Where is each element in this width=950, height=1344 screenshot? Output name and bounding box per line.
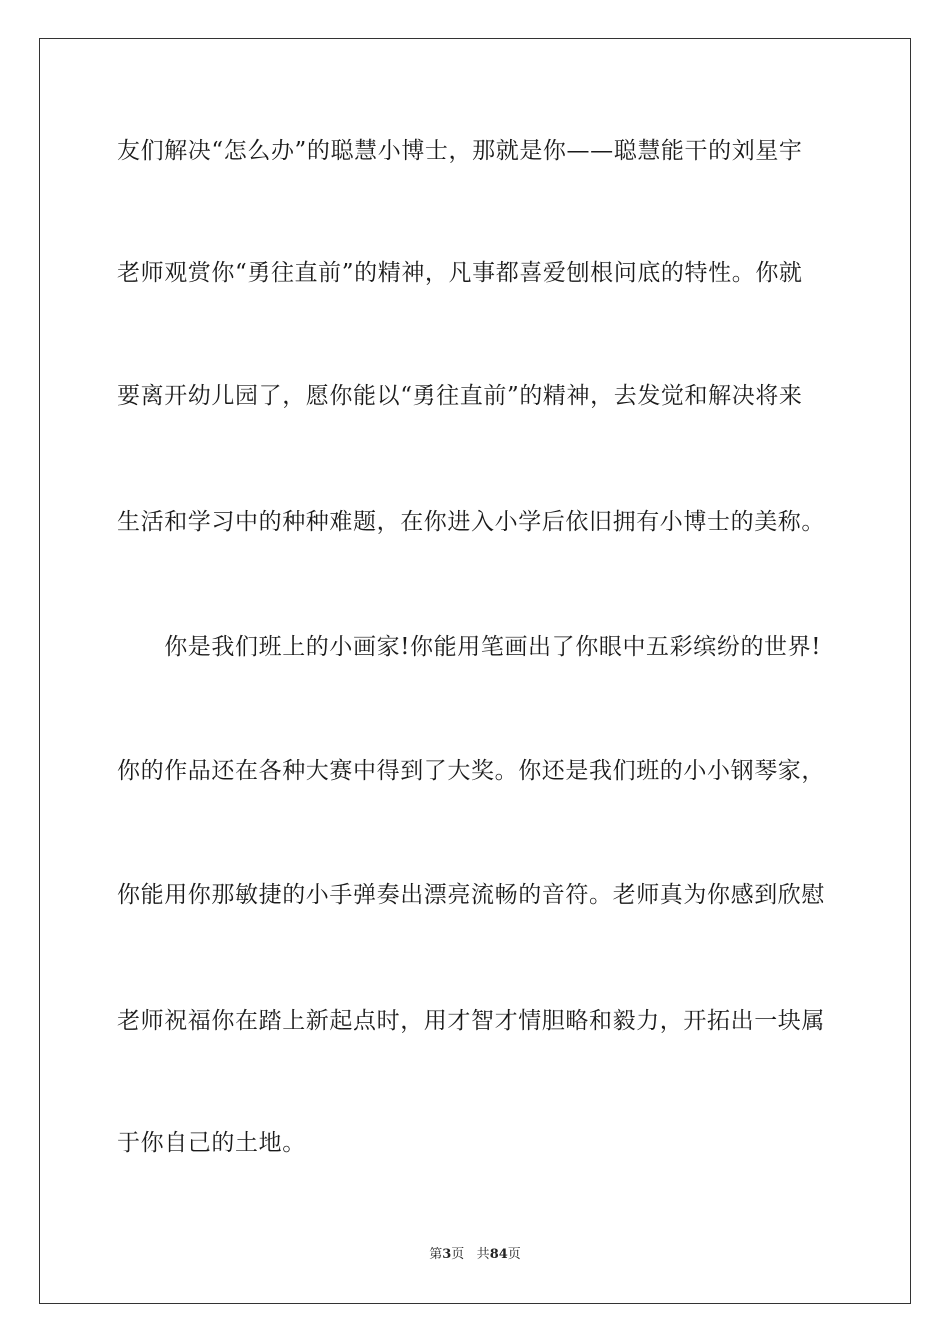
total-prefix: 共 <box>476 1247 490 1262</box>
text-line: 老师祝福你在踏上新起点时，用才智才情胆略和毅力，开拓出一块属 <box>117 1008 825 1034</box>
page-footer <box>0 1246 950 1264</box>
text-line: 要离开幼儿园了，愿你能以“勇往直前”的精神，去发觉和解决将来 <box>117 383 803 409</box>
text-line: 生活和学习中的种种难题，在你进入小学后依旧拥有小博士的美称。 <box>117 509 825 535</box>
page-prefix: 第 <box>429 1247 443 1262</box>
text-line: 你的作品还在各种大赛中得到了大奖。你还是我们班的小小钢琴家， <box>117 758 825 784</box>
text-line: 你能用你那敏捷的小手弹奏出漂亮流畅的音符。老师真为你感到欣慰 <box>117 882 825 908</box>
text-line: 于你自己的土地。 <box>117 1130 306 1156</box>
text-line: 你是我们班上的小画家!你能用笔画出了你眼中五彩缤纷的世界! <box>117 634 822 660</box>
total-suffix: 页 <box>507 1247 521 1262</box>
page-number: 3 <box>442 1247 452 1262</box>
total-pages: 84 <box>489 1247 508 1262</box>
page-suffix: 页 <box>451 1247 465 1262</box>
text-line: 友们解决“怎么办”的聪慧小博士，那就是你——聪慧能干的刘星宇 <box>117 138 803 164</box>
text-line: 老师观赏你“勇往直前”的精神，凡事都喜爱刨根问底的特性。你就 <box>117 260 803 286</box>
